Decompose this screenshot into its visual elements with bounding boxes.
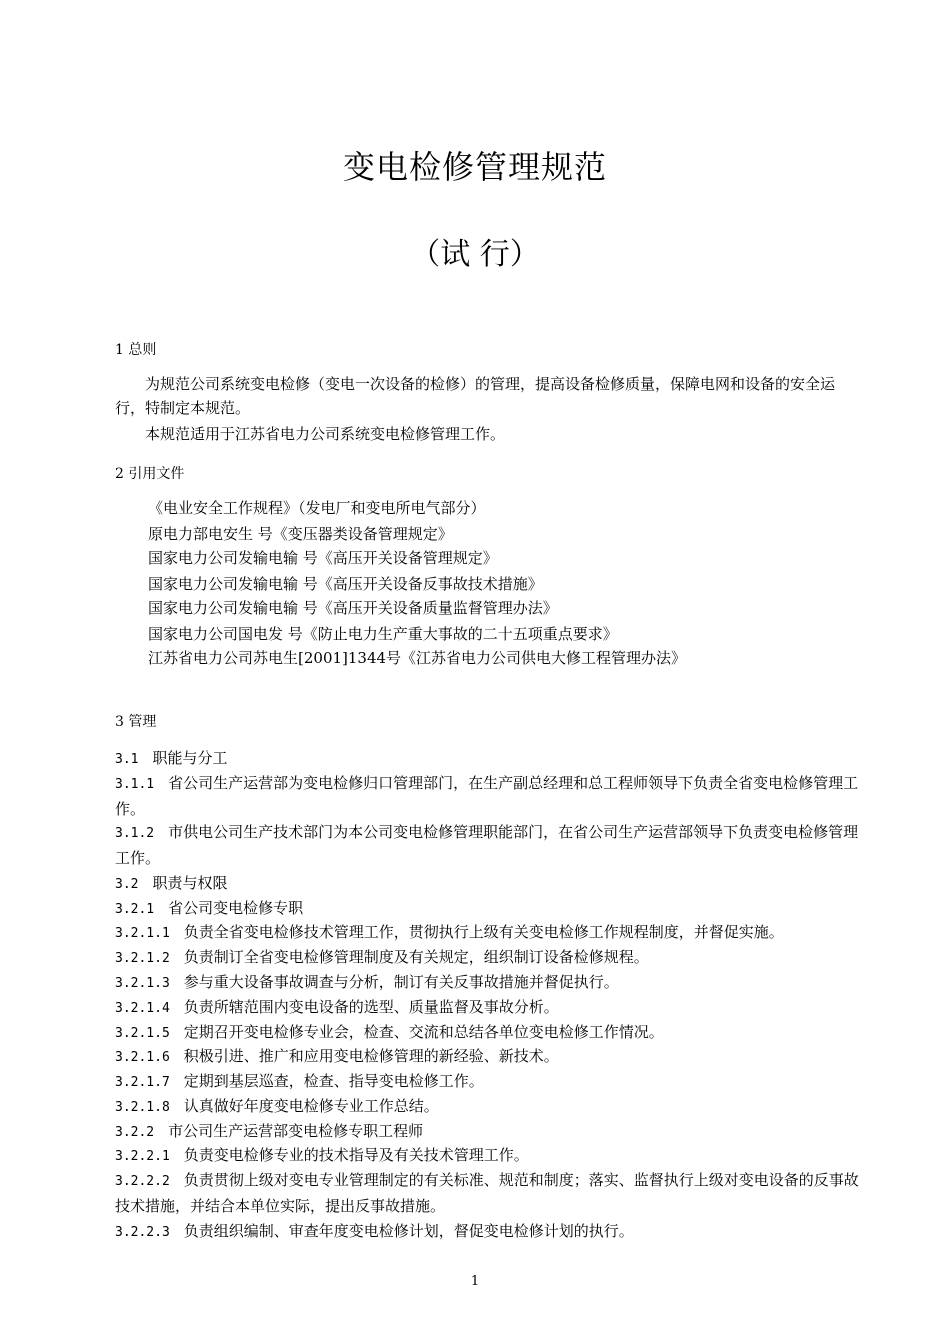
clause-3-2-2-1 <box>115 1143 867 1169</box>
clause-text: 负责全省变电检修技术管理工作，贯彻执行上级有关变电检修工作规程制度，并督促实施。 <box>183 923 784 941</box>
document-subtitle: （试 行） <box>410 237 540 272</box>
clause-number: 3.2.2.2 <box>115 1174 170 1189</box>
reference-item: 国家电力公司国电发 号《防止电力生产重大事故的二十五项重点要求》 <box>148 625 618 643</box>
section-1-heading: 1 总则 <box>115 342 157 358</box>
reference-item: 国家电力公司发输电输 号《高压开关设备质量监督管理办法》 <box>148 599 558 617</box>
clause-number: 3.2.2 <box>115 1125 155 1140</box>
clause-number: 3.2.1.3 <box>115 976 170 991</box>
clause-number: 3.2.2.1 <box>115 1149 170 1164</box>
clause-number: 3.2.1.6 <box>115 1050 170 1065</box>
clause-number: 3.2.1.8 <box>115 1100 170 1115</box>
clause-3-2-1-5 <box>115 1020 867 1046</box>
clause-3-2-1-2 <box>115 945 867 971</box>
clause-text: 市供电公司生产技术部门为本公司变电检修管理职能部门，在省公司生产运营部领导下负责变电检修管理工作。 <box>115 823 859 867</box>
clause-number: 3.2.1.1 <box>115 926 170 941</box>
clause-number: 3.2.1.7 <box>115 1075 170 1090</box>
clause-number: 3.2.1.2 <box>115 951 170 966</box>
section-1-paragraph-1: 为规范公司系统变电检修（变电一次设备的检修）的管理，提高设备检修质量，保障电网和设备的安全运行，特制定本规范。 <box>115 375 836 417</box>
clause-3-2-1-6 <box>115 1044 867 1070</box>
clause-3-1 <box>115 746 867 772</box>
reference-item: 国家电力公司发输电输 号《高压开关设备反事故技术措施》 <box>148 575 543 593</box>
section-3-heading: 3 管理 <box>115 714 157 730</box>
clause-text: 负责制订全省变电检修管理制度及有关规定，组织制订设备检修规程。 <box>183 948 649 966</box>
clause-3-1-1 <box>115 771 867 821</box>
clause-number: 3.1.2 <box>115 826 155 841</box>
section-2-heading: 2 引用文件 <box>115 466 185 482</box>
clause-text: 负责变电检修专业的技术指导及有关技术管理工作。 <box>183 1146 529 1164</box>
clause-3-2-1-3 <box>115 970 867 996</box>
clause-3-2-2-2 <box>115 1168 867 1218</box>
page-number: 1 <box>470 1274 480 1289</box>
clause-3-2-1-7 <box>115 1069 867 1095</box>
clause-number: 3.1.1 <box>115 777 155 792</box>
clause-3-2-2-3 <box>115 1219 867 1245</box>
clause-text: 参与重大设备事故调查与分析，制订有关反事故措施并督促执行。 <box>183 973 619 991</box>
clause-3-2 <box>115 871 867 897</box>
clause-text: 职责与权限 <box>152 874 228 892</box>
clause-text: 负责组织编制、审查年度变电检修计划，督促变电检修计划的执行。 <box>183 1222 634 1240</box>
clause-text: 定期召开变电检修专业会，检查、交流和总结各单位变电检修工作情况。 <box>183 1023 664 1041</box>
reference-item: 国家电力公司发输电输 号《高压开关设备管理规定》 <box>148 549 498 567</box>
clause-3-2-1-1 <box>115 920 867 946</box>
clause-3-2-1-4 <box>115 995 867 1021</box>
clause-text: 认真做好年度变电检修专业工作总结。 <box>183 1097 439 1115</box>
clause-text: 省公司生产运营部为变电检修归口管理部门，在生产副总经理和总工程师领导下负责全省变电检修管理工作。 <box>115 774 859 818</box>
clause-number: 3.2.2.3 <box>115 1225 170 1240</box>
clause-text: 积极引进、推广和应用变电检修管理的新经验、新技术。 <box>183 1047 559 1065</box>
clause-3-1-2 <box>115 820 867 870</box>
reference-item: 《电业安全工作规程》（发电厂和变电所电气部分） <box>148 499 486 517</box>
clause-text: 市公司生产运营部变电检修专职工程师 <box>168 1122 424 1140</box>
clause-3-2-1-8 <box>115 1094 867 1120</box>
document-title: 变电检修管理规范 <box>342 148 607 186</box>
reference-item: 原电力部电安生 号《变压器类设备管理规定》 <box>148 525 453 543</box>
clause-text: 负责贯彻上级对变电专业管理制定的有关标准、规范和制度；落实、监督执行上级对变电设备的反事故技术措施，并结合本单位实际，提出反事故措施。 <box>115 1171 859 1215</box>
clause-number: 3.2.1.5 <box>115 1026 170 1041</box>
clause-3-2-2 <box>115 1119 867 1145</box>
clause-text: 职能与分工 <box>152 749 228 767</box>
clause-3-2-1 <box>115 896 867 922</box>
clause-text: 负责所辖范围内变电设备的选型、质量监督及事故分析。 <box>183 998 559 1016</box>
section-1-paragraph-2: 本规范适用于江苏省电力公司系统变电检修管理工作。 <box>145 425 506 443</box>
reference-item: 江苏省电力公司苏电生[2001]1344号《江苏省电力公司供电大修工程管理办法》 <box>148 649 687 667</box>
clause-number: 3.1 <box>115 752 139 767</box>
clause-number: 3.2 <box>115 877 139 892</box>
clause-number: 3.2.1 <box>115 902 155 917</box>
clause-text: 省公司变电检修专职 <box>168 899 304 917</box>
clause-number: 3.2.1.4 <box>115 1001 170 1016</box>
clause-text: 定期到基层巡查，检查、指导变电检修工作。 <box>183 1072 484 1090</box>
